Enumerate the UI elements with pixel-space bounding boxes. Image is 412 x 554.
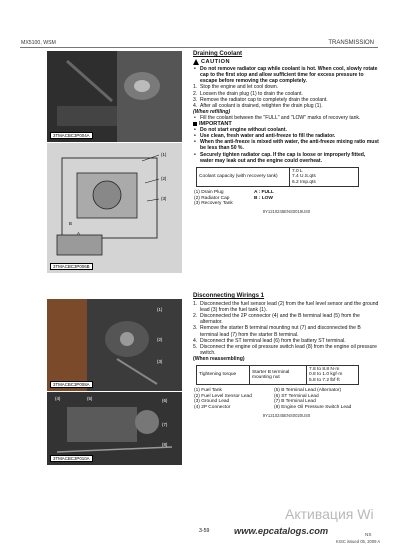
caution-list bbox=[193, 66, 380, 84]
doc-code: 9Y1210245ENS0020US0 bbox=[262, 412, 311, 418]
capacity-label: Coolant capacity (with recovery tank) bbox=[197, 167, 290, 186]
photo-radiator-cap-art bbox=[47, 51, 182, 142]
wiring-steps bbox=[193, 301, 380, 356]
callout-b: B bbox=[69, 221, 72, 226]
important-list bbox=[193, 127, 380, 164]
coolant-capacity-table bbox=[196, 167, 359, 187]
step: 5. Disconnect the engine oil pressure switch lead (8) from the engine oil pressure switch. bbox=[193, 343, 377, 356]
callout-6: (6) bbox=[162, 398, 168, 403]
callout-a: A bbox=[77, 231, 80, 236]
photo-fuel-tank-art bbox=[47, 299, 182, 391]
photo-radiator-cap bbox=[47, 51, 182, 142]
drawing-engine-art bbox=[47, 143, 182, 273]
important-heading: IMPORTANT bbox=[193, 121, 380, 127]
section-disconnecting-wirings bbox=[193, 293, 380, 422]
step: 4. Disconnect the ST terminal lead (6) from the battery ST terminal. bbox=[193, 337, 346, 344]
refill-list bbox=[193, 115, 380, 121]
header-rule bbox=[20, 47, 378, 48]
callout-2: (2) bbox=[161, 176, 167, 181]
doc-code: 9Y1210245ENS0019US0 bbox=[262, 208, 311, 214]
callout-5: (5) bbox=[87, 396, 93, 401]
refill-item: • Fill the coolant between the "FULL" and "LOW" marks of recovery tank. bbox=[200, 115, 380, 121]
drain-steps bbox=[193, 84, 380, 108]
section-draining-coolant bbox=[193, 51, 380, 218]
reassembling-heading: (When reassembling) bbox=[193, 355, 245, 362]
important-item: • Use clean, fresh water and anti-freeze to fill the radiator. bbox=[200, 133, 380, 139]
step: 3. Remove the radiator cap to completely drain the coolant. bbox=[193, 96, 328, 103]
callout-1: (1) bbox=[161, 152, 167, 157]
revision-note: KISC issued 05, 2009 A bbox=[336, 539, 381, 544]
torque-table bbox=[196, 365, 359, 385]
step: 3. Remove the starter B terminal mounting nut (7) and disconnected the B terminal lead (7) from the starter B terminal. bbox=[193, 325, 361, 338]
important-square-icon bbox=[193, 122, 197, 126]
photo-caption: 3TMACBC3P006B bbox=[50, 263, 93, 270]
page-number: 3-59 bbox=[199, 528, 210, 534]
important-item: • Securely tighten radiator cap. If the cap is loose or improperly fitted, water may leak out and the engine could overheat. bbox=[200, 152, 380, 164]
activation-watermark: Активация Wi bbox=[285, 506, 374, 522]
callout-3: (3) bbox=[157, 359, 163, 364]
caution-item: • Do not remove radiator cap while coolant is hot. When cool, slowly rotate cap to the first stop and allow sufficient time for excess pressure to escape before removing the cap completely. bbox=[200, 66, 380, 84]
step: 2. Loosen the drain plug (1) to drain the coolant. bbox=[193, 90, 303, 97]
header-model: MX5100, WSM bbox=[21, 40, 56, 46]
photo-caption: 3TMACBC3P004A bbox=[50, 132, 93, 139]
section-title: Draining Coolant bbox=[193, 50, 243, 57]
drain-legend: (1) Drain Plug A : FULL (2) Radiator Cap B : LOW (3) Recovery Tank bbox=[194, 189, 274, 207]
step: 2. Disconnected the 2P connector (4) and the B terminal lead (5) from the alternator. bbox=[193, 313, 360, 326]
important-item: • When the anti-freeze is mixed with water, the anti-freeze mixing ratio must be less than 50 %. bbox=[200, 139, 380, 151]
caution-heading: CAUTION bbox=[193, 59, 380, 65]
capacity-values: 7.0 L 7.4 U.S.qts 6.2 Imp.qts bbox=[290, 167, 359, 186]
refill-heading: (When refilling) bbox=[193, 108, 231, 115]
warning-triangle-icon bbox=[193, 59, 199, 65]
photo-fuel-tank bbox=[47, 299, 182, 391]
callout-3: (3) bbox=[161, 196, 167, 201]
photo-starter-wiring bbox=[47, 392, 182, 465]
callout-8: (8) bbox=[162, 442, 168, 447]
step: 1. Stop the engine and let cool down. bbox=[193, 84, 279, 91]
photo-caption: 3TMACBC3P008A bbox=[50, 381, 93, 388]
important-item: • Do not start engine without coolant. bbox=[200, 127, 380, 133]
photo-caption: 3TMACBC3P010A bbox=[50, 455, 93, 462]
section-title: Disconnecting Wirings 1 bbox=[193, 292, 265, 299]
wiring-legend: (1) Fuel Tank (5) B Terminal Lead (Alternator) (2) Fuel Level Sensor Lead (6) ST Terminal Lead (3) Ground Lead (7) B Terminal Lead (4) 2P Connector (8) Engine Oil Pressure Switch Lead bbox=[194, 388, 352, 411]
step: 4. After all coolant is drained, retighten the drain plug (1). bbox=[193, 102, 323, 109]
catalog-url[interactable]: www.epcatalogs.com bbox=[234, 526, 329, 536]
torque-label: Tightening torque bbox=[197, 366, 250, 385]
header-section: TRANSMISSION bbox=[328, 40, 374, 46]
footer-ns: NS bbox=[365, 532, 372, 537]
callout-1: (1) bbox=[157, 307, 163, 312]
step: 1. Disconnected the fuel sensor lead (2) from the fuel level sensor and the ground lead (3) from the fuel tank (1). bbox=[193, 301, 379, 314]
torque-item: Starter B terminal mounting nut bbox=[250, 366, 307, 385]
drawing-engine-coolant bbox=[47, 143, 182, 273]
torque-values: 7.8 to 8.8 N·m 0.8 to 1.0 kgf·m 5.8 to 7.2 lbf·ft bbox=[307, 366, 359, 385]
callout-4: (4) bbox=[55, 396, 61, 401]
callout-2: (2) bbox=[157, 337, 163, 342]
callout-7: (7) bbox=[162, 422, 168, 427]
